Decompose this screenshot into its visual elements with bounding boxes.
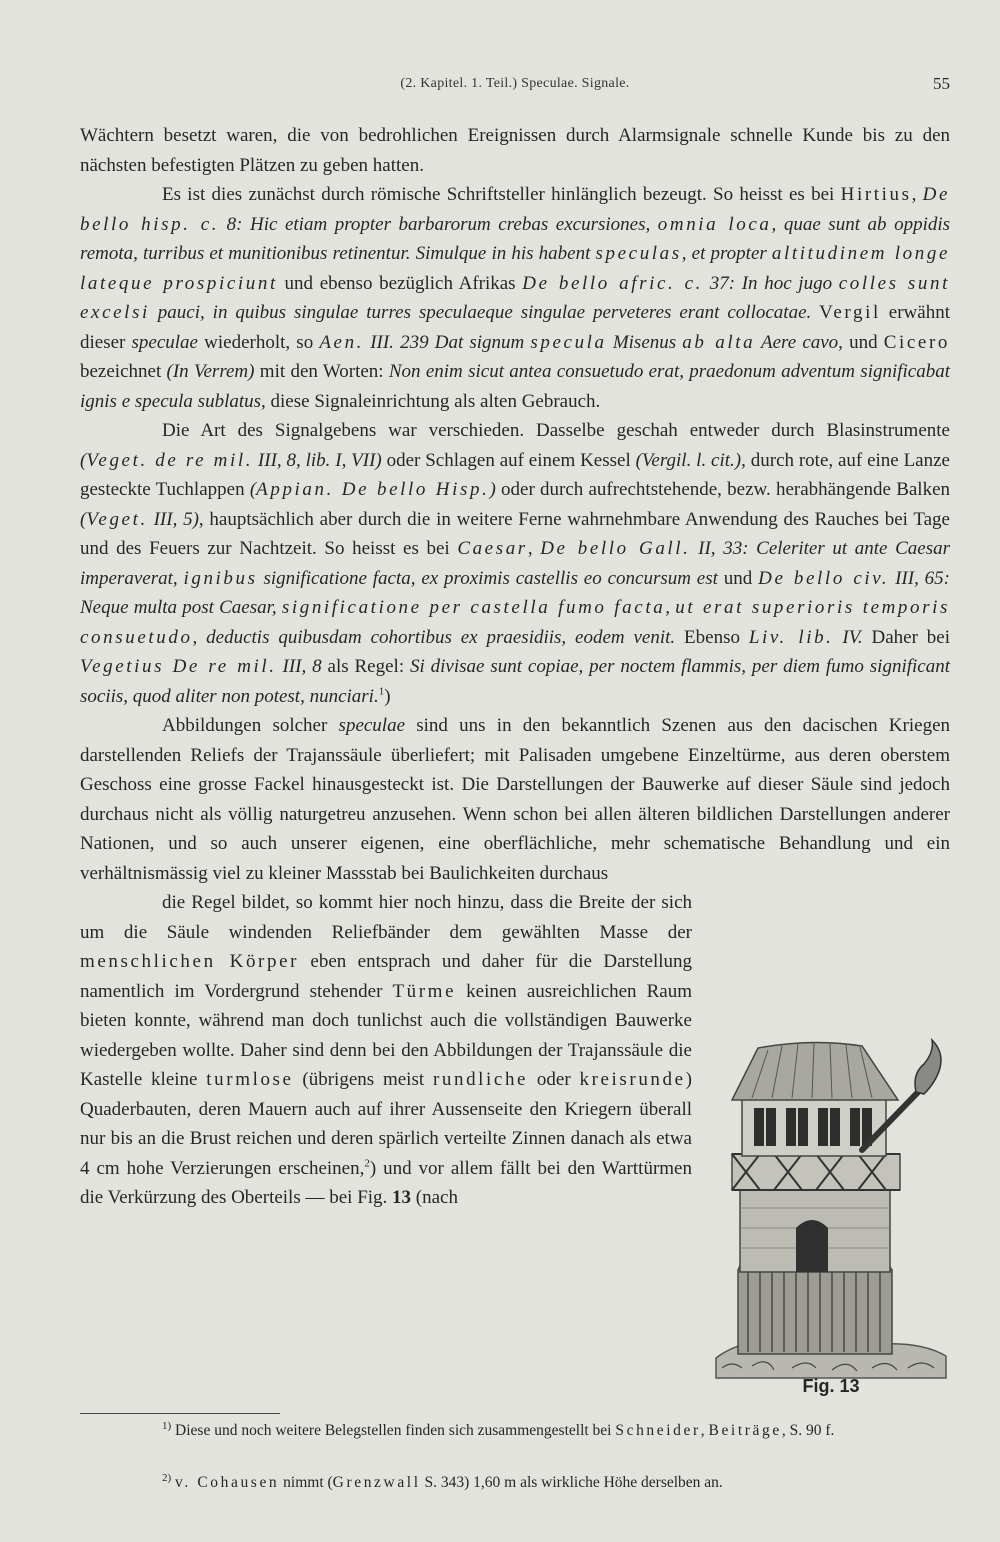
footnote-2: $^{2)}$ v. Cohausen nimmt (Grenzwall S. 343) 1,60 m als wirkliche Höhe derselben an. [162, 1471, 723, 1491]
page-number: 55 [933, 74, 950, 93]
running-header [80, 76, 950, 100]
running-title: (2. Kapitel. 1. Teil.) Speculae. Signale. [400, 76, 630, 91]
paragraph: Abbildungen solcher speculae sind uns in den bekanntlich Szenen aus den dacischen Kriegen darstellenden Reliefs der Trajanssäule überliefert; mit Palisaden umgebene Einzeltürme, aus deren oberstem Geschoss eine grosse Fackel hinausgesteckt ist. Die Darstellungen der Bauwerke auf dieser Säule sind jedoch durchaus nicht als völlig naturgetreu anzusehen. Wenn schon bei allen älteren bildlichen Darstellungen anderer Nationen, und so auch unserer eigenen, eine oberflächliche, mehr schematische Behandlung und ein verhältnismässig viel zu kleiner Massstab bei Baulichkeiten durchaus die Regel bildet, so kommt hier noch hinzu, dass die Breite der sich um die Säule windenden Reliefbänder dem gewählten Masse der menschlichen Körper eben entsprach und daher für die Darstellung namentlich im Vordergrund stehender Türme keinen ausreichlichen Raum bieten konnte, während man doch tunlichst auch die vollständigen Bauwerke wiedergeben wollte. Daher sind denn bei den Abbildungen der Trajanssäule die Kastelle kleine turmlose (übrigens meist rundliche oder kreisrunde) Quaderbauten, deren Mauern auch auf ihrer Aussenseite den Kriegern überall nur bis an die Brust reichen und deren spärlich verteilte Zinnen danach als etwa 4 cm hohe Verzierungen erscheinen,$^2$) und vor allem fällt bei den Warttürmen die Verkürzung des Oberteils — bei Fig. 13 (nach [80, 715, 951, 1208]
watchtower-figure [712, 1038, 950, 1410]
footnote-separator [80, 1413, 280, 1414]
paragraph: Wächtern besetzt waren, die von bedrohlichen Ereignissen durch Alarmsignale schnelle Kunde bis zu den nächsten befestigten Plätzen zu geben hatten. [80, 125, 950, 176]
paragraph: Die Art des Signalgebens war verschieden. Dasselbe geschah entweder durch Blasinstrumente (Veget. de re mil. III, 8, lib. I, VII) oder Schlagen auf einem Kessel (Vergil. l. cit.), durch rote, auf eine Lanze gesteckte Tuchlappen (Appian. De bello Hisp.) oder durch aufrechtstehende, bezw. herabhängende Balken (Veget. III, 5), hauptsächlich aber durch die in weitere Ferne wahrnehmbare Anwendung des Rauches bei Tage und des Feuers zur Nachtzeit. So heisst es bei Caesar, De bello Gall. II, 33: Celeriter ut ante Caesar imperaverat, ignibus significatione facta, ex proximis castellis eo concursum est und De bello civ. III, 65: Neque multa post Caesar, significatione per castella fumo facta, ut erat superioris temporis consuetudo, deductis quibusdam cohortibus ex praesidiis, eodem venit. Ebenso Liv. lib. IV. Daher bei Vegetius De re mil. III, 8 als Regel: Si divisae sunt copiae, per noctem flammis, per diem fumo significant sociis, quod aliter non potest, nunciari.$^1$) [80, 420, 951, 707]
figure-caption: Fig. 13 [802, 1376, 860, 1396]
paragraph: Es ist dies zunächst durch römische Schriftsteller hinlänglich bezeugt. So heisst es bei Hirtius, De bello hisp. c. 8: Hic etiam propter barbarorum crebas excursiones, omnia loca, quae sunt ab oppidis remota, turribus et munitionibus retinentur. Simulque in his habent speculas, et propter altitudinem longe lateque prospiciunt und ebenso bezüglich Afrikas De bello afric. c. 37: In hoc jugo colles sunt excelsi pauci, in quibus singulae turres speculaeque singulae perveteres erant collocatae. Vergil erwähnt dieser speculae wiederholt, so Aen. III. 239 Dat signum specula Misenus ab alta Aere cavo, und Cicero bezeichnet (In Verrem) mit den Worten: Non enim sicut antea consuetudo erat, praedonum adventum significabat ignis e specula sublatus, diese Signaleinrichtung als alten Gebrauch. [80, 184, 951, 412]
footnote-1: $^{1)}$ Diese und noch weitere Belegstellen finden sich zusammengestellt bei Schneider, Beiträge, S. 90 f. [162, 1419, 835, 1439]
